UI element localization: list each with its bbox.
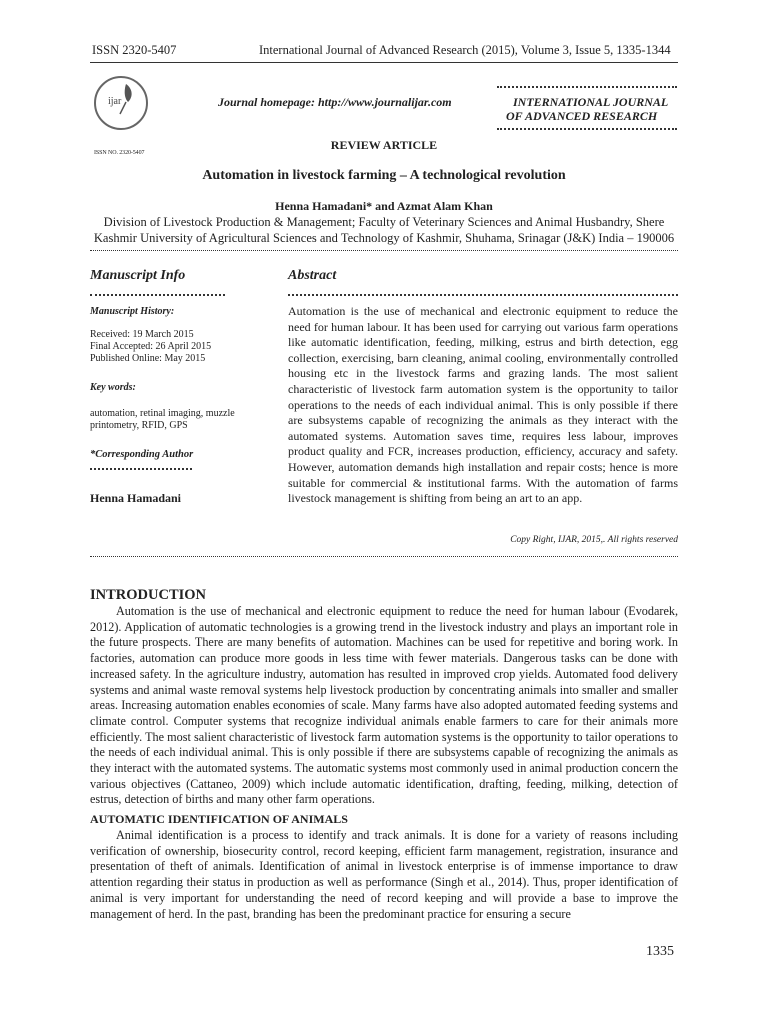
affiliation-line-2: Kashmir University of Agricultural Sciences and Technology of Kashmir, Shuhama, Srinagar (J&K) India – 190006: [93, 231, 675, 245]
abstract-rule: [288, 294, 678, 296]
introduction-body: [90, 604, 678, 808]
accepted-date: Final Accepted: 26 April 2015: [90, 341, 212, 352]
article-authors: Henna Hamadani* and Azmat Alam Khan: [275, 199, 493, 213]
copyright-notice: Copy Right, IJAR, 2015,. All rights reserved: [510, 535, 678, 545]
manuscript-info-heading: Manuscript Info: [90, 268, 186, 283]
journal-name-top-rule: [497, 86, 677, 88]
abstract-divider: [90, 556, 678, 557]
article-affiliation: [90, 214, 678, 246]
section-heading: AUTOMATIC IDENTIFICATION OF ANIMALS: [90, 812, 348, 826]
journal-name-bottom-rule: [497, 128, 677, 130]
corresponding-author-rule: [90, 468, 192, 470]
corresponding-author-label: *Corresponding Author: [90, 449, 194, 460]
journal-name-line1: INTERNATIONAL JOURNAL: [513, 95, 669, 109]
section-paragraph: Animal identification is a process to identify and track animals. It is done for a variety of reasons including verification of ownership, biosecurity control, record keeping, efficient farm management, registration, insurance and presentation of theft of animals. Identification of animal in livestock enterprise is of immense importance to draw attention regarding their status in production as well as performance (Singh et al., 2014). Thus, proper identification of animal is very important for understanding the need of record keeping and will provide a base to improve the management of herd. In the past, branding has been the predominant practice for ensuring a secure: [90, 828, 678, 921]
keywords: automation, retinal imaging, muzzle printometry, RFID, GPS: [90, 408, 235, 431]
logo-issn: ISSN NO. 2320-5407: [94, 150, 145, 156]
journal-citation: International Journal of Advanced Research (2015), Volume 3, Issue 5, 1335-1344: [259, 43, 671, 57]
introduction-heading: INTRODUCTION: [90, 587, 207, 603]
received-date: Received: 19 March 2015: [90, 329, 194, 340]
header-rule: [90, 62, 678, 63]
logo-text: ijar: [108, 96, 122, 107]
manuscript-info-rule: [90, 294, 225, 296]
issn-header: ISSN 2320-5407: [92, 43, 177, 57]
journal-name-line2: OF ADVANCED RESEARCH: [506, 109, 658, 123]
page-number: 1335: [646, 944, 674, 959]
introduction-paragraph: Automation is the use of mechanical and electronic equipment to reduce the need for human labour (Evodarek, 2012). Application of automatic technologies is a growing trend in the livestock industry and plays an important role in the future prospects. There are many benefits of automation. Machines can be used for repetitive and boring work. In factories, automation can produce more goods in less time with fewer materials. Dangerous tasks can be done with increased safety. In the agriculture industry, automation has resulted in improved crop yields. Automated food delivery systems and animal waste removal systems help livestock production by concentrating animals into smaller and smaller areas. Increasing automation enables economies of scale. Many farms have also adopted automated feeding systems and climate control. Computer systems that recognize individual animals enable farmers to care for their animals more efficiently. The most salient characteristic of livestock farm automation systems is the opportunity to tailor operations to the needs of each individual animal. This is only possible if there are subsystems capable of recognizing the animals as they interact with the automated systems. The automatic systems most commonly used in animal production concern the various objectives (Cattaneo, 2009) which include automatic identification, drafting, feeding, milking, detection of estrus, detection of births and many other farm operations.: [90, 604, 678, 807]
section-divider: [90, 250, 678, 251]
article-title: Automation in livestock farming – A technological revolution: [202, 168, 566, 183]
manuscript-history-label: Manuscript History:: [90, 306, 175, 317]
keywords-label: Key words:: [90, 382, 136, 393]
manuscript-dates: [90, 329, 211, 365]
abstract-text: Automation is the use of mechanical and electronic equipment to reduce the need for human labour. It has been used for carrying out various farm operations like automatic identification, feeding, milking, estrus and birth detection, egg collection, exercising, barn cleaning, animal cooling, environmentally controlled housing etc in the livestock farms and grazing lands. The most salient characteristic of livestock farm automation system is the opportunity to tailor operations to the needs of each individual animal. This is only possible if there are subsystems capable of recognizing the animals as they interact with the automated systems. Automation saves time, requires less labour, improves product quality and FCR, increases production, efficiency, accuracy and safety. However, automation demands high installation and repair costs; hence is more suitable for commercial & institutional farms. With the automation of farms livestock management is shifting from being an art to an app.: [288, 304, 678, 506]
affiliation-line-1: Division of Livestock Production & Management; Faculty of Veterinary Sciences and Animal Husbandry, Shere: [103, 215, 665, 229]
corresponding-author-name: Henna Hamadani: [90, 491, 182, 505]
section-body: [90, 828, 678, 922]
published-date: Published Online: May 2015: [90, 353, 206, 364]
journal-homepage: Journal homepage: http://www.journalijar.com: [218, 95, 452, 109]
article-type: REVIEW ARTICLE: [330, 138, 438, 152]
abstract-heading: Abstract: [288, 268, 337, 283]
